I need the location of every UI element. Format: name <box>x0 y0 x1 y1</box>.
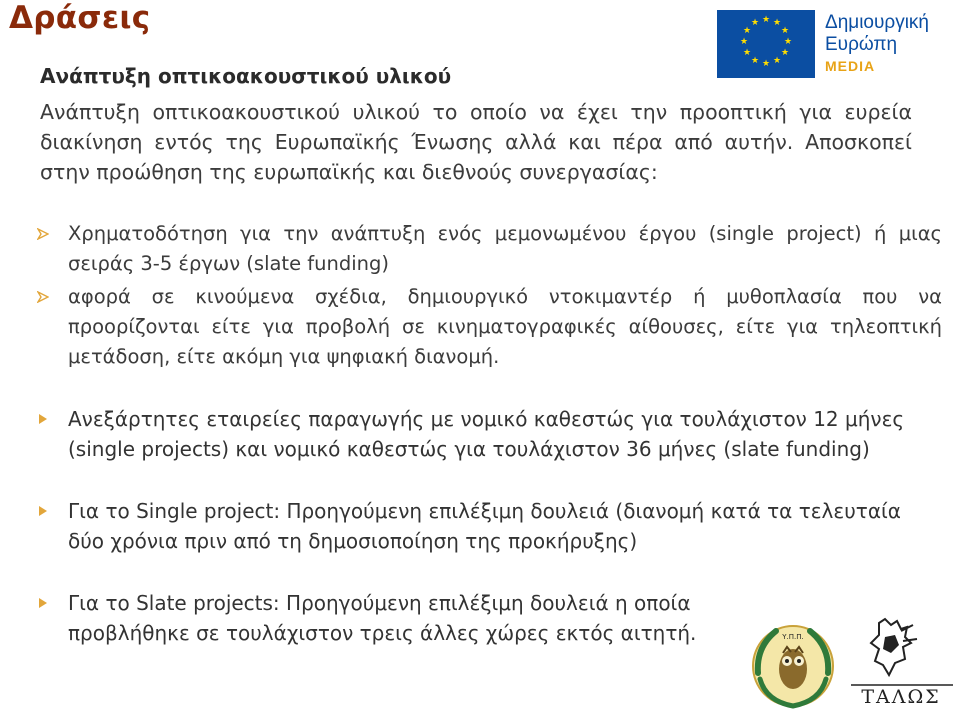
talos-logo-icon <box>845 615 957 710</box>
svg-text:★: ★ <box>780 26 790 36</box>
svg-text:★: ★ <box>772 56 782 66</box>
arrowhead-bullet-icon <box>37 291 49 303</box>
intro-paragraph: Ανάπτυξη οπτικοακουστικού υλικού το οποίο να έχει την προοπτική για ευρεία διακίνηση εντός της Ευρωπαϊκής Ένωσης αλλά και πέρα από αυτήν. Αποσκοπεί στην προώθηση της ευρωπαϊκής και διεθνούς συνεργασίας: <box>40 100 912 184</box>
eu-flag-icon <box>717 10 815 78</box>
list-item <box>68 496 942 556</box>
svg-text:★: ★ <box>772 18 782 28</box>
bullet-text: Ανεξάρτητες εταιρείες παραγωγής με νομικό καθεστώς για τουλάχιστον 12 μήνες (single projects) και νομικό καθεστώς για τουλάχιστον 36 μήνες (slate funding) <box>68 407 905 461</box>
svg-text:★: ★ <box>739 37 749 47</box>
seal-text: Υ.Π.Π. <box>782 633 804 641</box>
triangle-bullet-icon <box>37 597 49 609</box>
svg-text:★: ★ <box>761 59 771 69</box>
bullet-text: Για το Single project: Προηγούμενη επιλέξιμη δουλειά (διανομή κατά τα τελευταία δύο χρόνια πριν από τη δημοσιοποίηση της προκήρυξης) <box>68 499 901 553</box>
svg-text:★: ★ <box>780 48 790 58</box>
svg-text:★: ★ <box>783 37 793 47</box>
ministry-seal-icon <box>746 617 840 711</box>
svg-text:★: ★ <box>761 15 771 25</box>
talos-text: ΤΑΛΩΣ <box>861 686 941 708</box>
bullet-text: Χρηματοδότηση για την ανάπτυξη ενός μεμονωμένου έργου (single project) ή μιας σειράς 3-5 έργων (slate funding) <box>68 222 942 275</box>
triangle-bullet-icon <box>37 413 49 425</box>
creative-europe-media-logo <box>717 10 943 80</box>
eu-logo-line1: Δημιουργική <box>825 12 929 33</box>
eu-logo-media: MEDIA <box>825 58 876 74</box>
bullet-text: αφορά σε κινούμενα σχέδια, δημιουργικό ντοκιμαντέρ ή μυθοπλασία που να προορίζονται είτε για προβολή σε κινηματογραφικές αίθουσες, είτε για τηλεοπτική μετάδοση, είτε ακόμη για ψηφιακή διανομή. <box>68 285 942 368</box>
slide-title: Δράσεις <box>9 0 151 36</box>
triangle-bullet-icon <box>37 505 49 517</box>
slide-subtitle: Ανάπτυξη οπτικοακουστικού υλικού <box>40 64 452 88</box>
arrowhead-bullet-icon <box>37 228 49 240</box>
list-item <box>68 588 728 648</box>
svg-text:★: ★ <box>750 56 760 66</box>
bullet-text: Για το Slate projects: Προηγούμενη επιλέξιμη δουλειά η οποία προβλήθηκε σε τουλάχιστον τρεις άλλες χώρες εκτός αιτητή. <box>68 591 697 645</box>
eu-logo-line2: Ευρώπη <box>825 34 898 55</box>
list-item <box>68 219 942 279</box>
svg-text:★: ★ <box>750 18 760 28</box>
svg-text:★: ★ <box>742 48 752 58</box>
svg-text:★: ★ <box>742 26 752 36</box>
list-item <box>68 404 942 464</box>
list-item <box>68 282 942 372</box>
